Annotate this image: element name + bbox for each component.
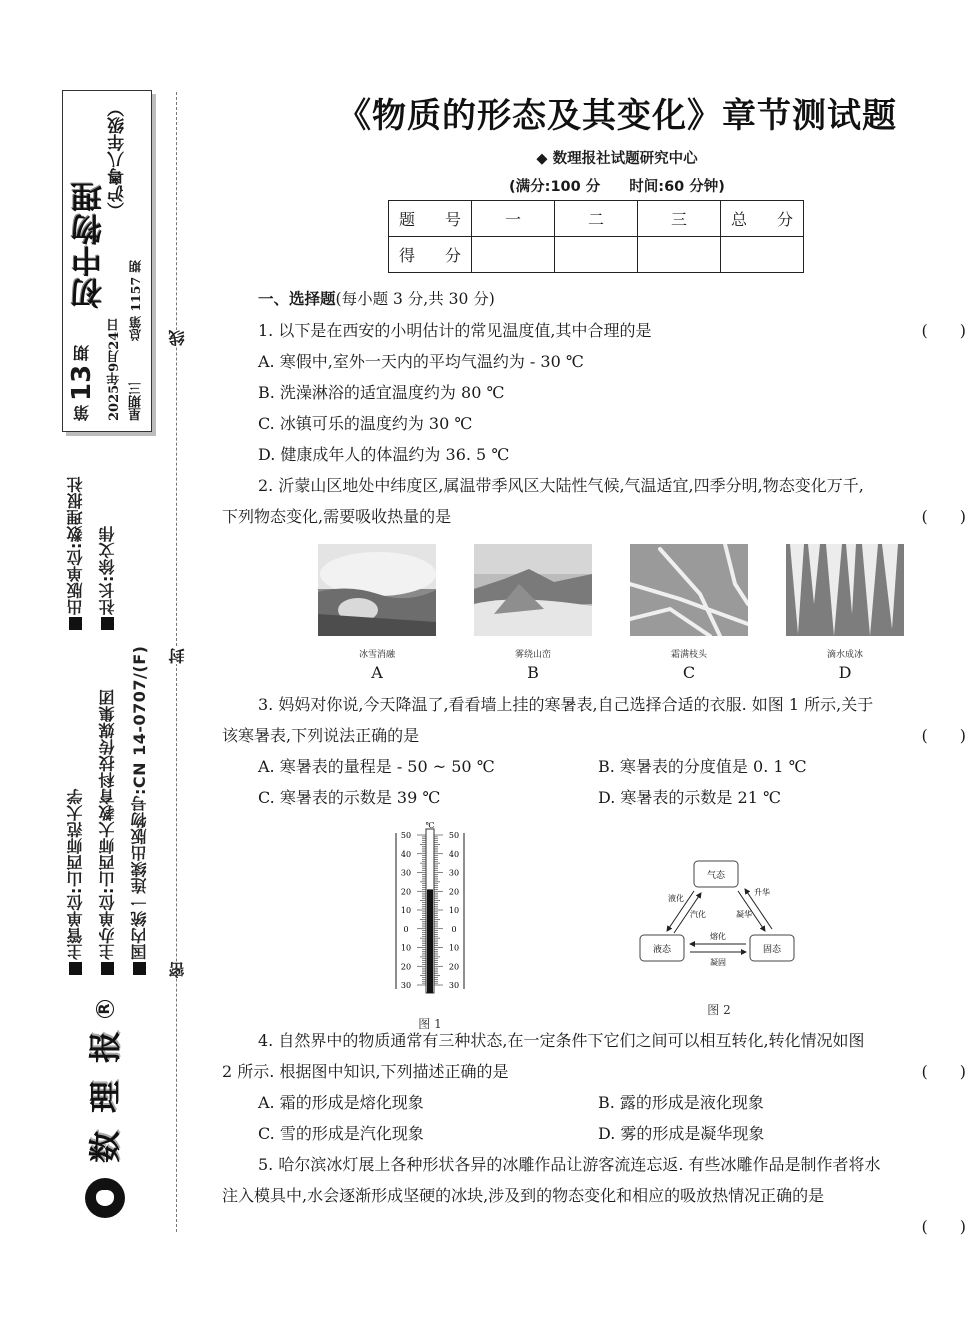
thermometer-liquid-column — [427, 889, 433, 993]
figures-row — [222, 813, 972, 1031]
thermometer-scale-label: 10 — [448, 906, 460, 915]
answer-blank[interactable]: ( ) — [921, 507, 966, 526]
thermometer-scale-label: 30 — [400, 868, 412, 878]
q4-option-b: B. 露的形成是液化现象 — [598, 1093, 764, 1112]
page-title: 《物质的形态及其变化》章节测试题 — [337, 96, 897, 136]
publish-date: 2025年9月24日 — [107, 318, 122, 421]
question-1-stem: 1. 以下是在西安的小明估计的常见温度值,其中合理的是 ( ) — [222, 315, 972, 346]
q4-option-a: A. 霜的形成是熔化现象 — [258, 1093, 424, 1112]
vaporization-label: 汽化 — [690, 910, 706, 919]
issue-suffix: 期 — [72, 344, 92, 361]
thermometer-scale-label: 30 — [400, 981, 412, 990]
answer-blank[interactable]: ( ) — [921, 321, 966, 340]
thermometer-scale-label: 10 — [400, 906, 412, 915]
president-line: 社长:徐文伟 — [96, 480, 119, 630]
q3-option-c: C. 寒暑表的示数是 39 ℃ — [258, 788, 441, 807]
thermometer-scale-label: 20 — [448, 962, 460, 972]
score-table-label: 得 分 — [389, 237, 472, 273]
cut-mark-secret: 密 — [168, 962, 187, 978]
liquefaction-label: 液化 — [668, 894, 684, 903]
logo-char: 数 — [86, 1131, 124, 1164]
q2-letter-c: C — [682, 663, 696, 682]
question-5-answer-row — [222, 1211, 972, 1242]
thermometer-scale-label: 10 — [400, 943, 412, 953]
thermometer-unit: ℃ — [425, 821, 435, 830]
frost-branches-photo — [630, 544, 748, 636]
supervisor-line: 主管单位:山西师范大学 — [64, 730, 87, 975]
figure-1-thermometer — [390, 819, 470, 1040]
score-table-header-row — [389, 201, 804, 237]
exam-meta: (满分:100 分 时间:60 分钟) — [509, 179, 725, 195]
score-cell-total[interactable] — [721, 237, 804, 273]
bullet-square-icon — [70, 617, 83, 630]
thermometer-scale-label: 30 — [448, 868, 460, 878]
answer-blank[interactable]: ( ) — [921, 1217, 966, 1236]
question-2-stem-line1: 2. 沂蒙山区地处中纬度区,属温带季风区大陆性气候,气温适宜,四季分明,物态变化万千, — [258, 476, 864, 495]
q3-option-b: B. 寒暑表的分度值是 0. 1 ℃ — [598, 757, 807, 776]
issue-number: 13 — [67, 364, 97, 401]
q1-option-b: B. 洗澡淋浴的适宜温度约为 80 ℃ — [258, 383, 505, 402]
icicles-photo — [786, 544, 904, 636]
q2-image-options — [222, 544, 972, 683]
question-3-stem-line2: 该寒暑表,下列说法正确的是 ( ) — [222, 720, 972, 751]
score-table-col-1: 一 — [472, 201, 555, 237]
score-cell-3[interactable] — [638, 237, 721, 273]
liquid-state-label: 液态 — [652, 945, 672, 955]
q4-options-row-2 — [222, 1118, 972, 1149]
q2-image-option-b — [474, 544, 592, 683]
bullet-square-icon — [102, 962, 115, 975]
figure-2-label: 图 2 — [707, 1003, 731, 1017]
thermometer-scale-label: 10 — [448, 943, 460, 953]
cut-mark-seal: 封 — [168, 648, 187, 664]
diamond-icon: ◆ — [536, 151, 548, 167]
thermometer-diagram — [390, 819, 470, 999]
logo-char: 报 — [86, 1031, 124, 1064]
logo-char: 理 — [86, 1081, 124, 1114]
logo-emblem-icon — [85, 1178, 125, 1218]
section-heading: 一、选择题(每小题 3 分,共 30 分) — [258, 290, 495, 308]
q3-option-a: A. 寒暑表的量程是 - 50 ~ 50 ℃ — [258, 757, 495, 776]
score-table — [388, 200, 804, 273]
q2-caption-b: 雾绕山峦 — [514, 650, 551, 660]
thermometer-scale-label: 20 — [400, 962, 412, 972]
thermometer-scale-label: 40 — [400, 849, 412, 859]
state-change-diagram — [634, 859, 804, 999]
q2-letter-a: A — [371, 663, 383, 682]
question-3-stem-line1: 3. 妈妈对你说,今天降温了,看看墙上挂的寒暑表,自己选择合适的衣服. 如图 1 所示,关于 — [258, 695, 874, 714]
q1-option-a: A. 寒假中,室外一天内的平均气温约为 - 30 ℃ — [258, 352, 584, 371]
score-table-label: 题 号 — [389, 201, 472, 237]
bullet-square-icon — [102, 617, 115, 630]
q4-option-c: C. 雪的形成是汽化现象 — [258, 1124, 424, 1143]
question-5-stem-line1: 5. 哈尔滨冰灯展上各种形状各异的冰雕作品让游客流连忘返. 有些冰雕作品是制作者将水 — [258, 1155, 881, 1174]
newspaper-title: 初中物理 — [72, 181, 108, 309]
question-4-stem-line1: 4. 自然界中的物质通常有三种状态,在一定条件下它们之间可以相互转化,转化情况如图 — [258, 1031, 865, 1050]
question-2-stem-line2: 下列物态变化,需要吸收热量的是 ( ) — [222, 501, 972, 532]
thermometer-scale-label: 30 — [448, 981, 460, 990]
q2-image-option-c — [630, 544, 748, 683]
registered-mark-icon: R — [96, 1000, 114, 1018]
cut-mark-line: 线 — [168, 330, 187, 346]
thermometer-scale-label: 20 — [448, 887, 460, 897]
q3-option-d: D. 寒暑表的示数是 21 ℃ — [598, 788, 781, 807]
bullet-square-icon — [70, 962, 83, 975]
issue-label: 第 — [72, 405, 92, 421]
bullet-square-icon — [134, 962, 147, 975]
edition-label: （沪粤八年级） — [108, 100, 128, 219]
cn-number-line: 国内统一连续出版物号:CN 14-0707/(F) — [128, 640, 151, 975]
q1-option-d: D. 健康成年人的体温约为 36. 5 ℃ — [258, 445, 510, 464]
score-cell-1[interactable] — [472, 237, 555, 273]
thermometer-scale-label: 50 — [400, 831, 412, 840]
gas-state-label: 气态 — [706, 871, 726, 881]
q2-letter-d: D — [838, 663, 852, 682]
melting-label: 熔化 — [710, 932, 726, 941]
thermometer-scale-label: 40 — [448, 849, 460, 859]
figure-2-state-diagram — [634, 859, 804, 1026]
figure-1-label: 图 1 — [418, 1017, 442, 1031]
byline — [262, 147, 972, 168]
q3-options-row-2 — [222, 782, 972, 813]
desublimation-label: 凝华 — [736, 910, 752, 919]
solidification-label: 凝固 — [710, 958, 726, 967]
byline-text: 数理报社试题研究中心 — [552, 151, 698, 167]
total-issue: 总第 1157 期 — [128, 260, 143, 341]
score-cell-2[interactable] — [555, 237, 638, 273]
score-table-total: 总 分 — [721, 201, 804, 237]
thermometer-scale-label: 0 — [403, 924, 409, 934]
q2-letter-b: B — [527, 663, 539, 682]
sponsor-line: 主办单位:山西师大教育科技传媒集团 — [96, 640, 119, 975]
score-table-col-3: 三 — [638, 201, 721, 237]
q1-option-c: C. 冰镇可乐的温度约为 30 ℃ — [258, 414, 473, 433]
q2-caption-a: 冰雪消融 — [358, 650, 395, 660]
score-table-score-row — [389, 237, 804, 273]
q2-image-option-d — [786, 544, 904, 683]
publisher-line: 出版单位:数理报社 — [64, 455, 87, 630]
brand-logo — [80, 1000, 130, 1225]
q2-caption-c: 霜满枝头 — [670, 650, 707, 660]
thermometer-scale-label: 0 — [451, 924, 457, 934]
answer-blank[interactable]: ( ) — [921, 1062, 966, 1081]
question-4-stem-line2: 2 所示. 根据图中知识,下列描述正确的是 ( ) — [222, 1056, 972, 1087]
question-5-stem-line2: 注入模具中,水会逐渐形成坚硬的冰块,涉及到的物态变化和相应的吸放热情况正确的是 — [222, 1186, 825, 1205]
solid-state-label: 固态 — [762, 945, 782, 955]
masthead-box — [62, 90, 152, 432]
sublimation-label: 升华 — [754, 888, 770, 897]
q4-option-d: D. 雾的形成是凝华现象 — [598, 1124, 765, 1143]
questions — [222, 284, 972, 1242]
q3-options-row-1 — [222, 751, 972, 782]
exam-content — [222, 88, 972, 1236]
mist-mountain-photo — [474, 544, 592, 636]
ice-melting-photo — [318, 544, 436, 636]
q4-options-row-1 — [222, 1087, 972, 1118]
q2-image-option-a — [318, 544, 436, 683]
weekday: 星期三 — [129, 382, 144, 421]
score-table-col-2: 二 — [555, 201, 638, 237]
answer-blank[interactable]: ( ) — [921, 726, 966, 745]
q2-caption-d: 滴水成冰 — [826, 650, 863, 660]
thermometer-scale-label: 50 — [448, 831, 460, 840]
thermometer-scale-label: 20 — [400, 887, 412, 897]
